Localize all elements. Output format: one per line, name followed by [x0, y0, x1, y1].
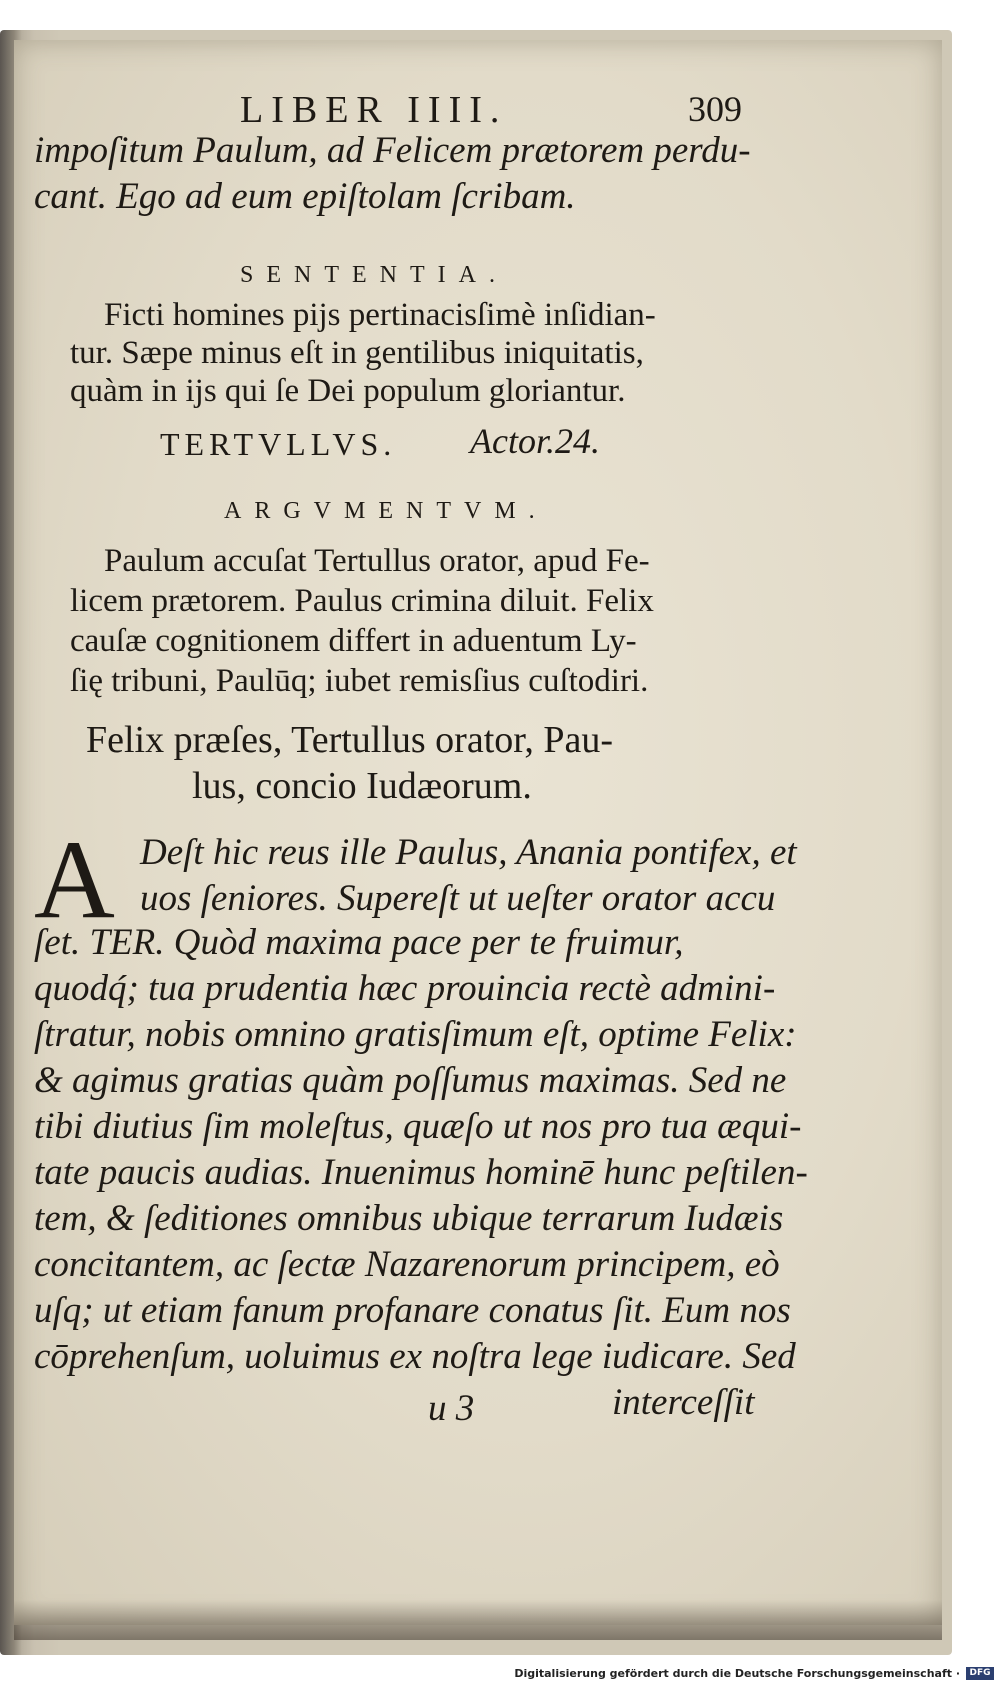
argumentum-line-2: licem prætorem. Paulus crimina diluit. Felix — [70, 583, 654, 619]
argumentum-line-3: cauſæ cognitionem differt in aduentum Ly- — [70, 623, 637, 659]
dfg-logo: DFG — [966, 1667, 994, 1680]
persons-line-1: Felix præſes, Tertullus orator, Pau- — [86, 719, 614, 761]
speech-line: concitantem, ac ſectæ Nazarenorum principem, eò — [34, 1244, 780, 1285]
speech-first-line-1: Deſt hic reus ille Paulus, Anania pontifex, et — [140, 832, 797, 873]
persons-line-2: lus, concio Iudæorum. — [192, 765, 532, 807]
running-head: LIBER IIII. — [240, 89, 508, 131]
page-bottom-shadow — [14, 1600, 942, 1640]
speech-line: cōprehenſum, uoluimus ex noſtra lege iudicare. Sed — [34, 1336, 796, 1377]
speech-line: ſtratur, nobis omnino gratisſimum eſt, optime Felix: — [34, 1014, 797, 1055]
signature-mark: u 3 — [428, 1388, 475, 1429]
speech-line: quodq́; tua prudentia hæc prouincia rectè admini- — [34, 968, 776, 1009]
sententia-line-3: quàm in ijs qui ſe Dei populum gloriantur. — [70, 373, 626, 409]
section-reference: Actor.24. — [470, 421, 600, 461]
opening-line-1: impoſitum Paulum, ad Felicem prætorem perdu- — [34, 130, 751, 171]
argumentum-heading: ARGVMENTVM. — [224, 498, 548, 524]
argumentum-line-4: ſię tribuni, Paulūq; iubet remisſius cuſtodiri. — [70, 663, 649, 699]
sententia-heading: SENTENTIA. — [240, 262, 508, 288]
sententia-line-2: tur. Sæpe minus eſt in gentilibus iniquitatis, — [70, 335, 644, 371]
drop-cap-initial: A — [34, 818, 115, 942]
page-number: 309 — [688, 89, 742, 129]
section-title: TERTVLLVS. — [160, 426, 397, 462]
speech-line: uſq; ut etiam fanum profanare conatus ſit. Eum nos — [34, 1290, 791, 1331]
speech-line: tibi diutius ſim moleſtus, quæſo ut nos pro tua æqui- — [34, 1106, 802, 1147]
opening-line-2: cant. Ego ad eum epiſtolam ſcribam. — [34, 176, 576, 217]
speech-first-line-2: uos ſeniores. Supereſt ut ueſter orator accu — [140, 878, 776, 919]
speech-line: & agimus gratias quàm poſſumus maximas. Sed ne — [34, 1060, 787, 1101]
speech-line: tem, & ſeditiones omnibus ubique terrarum Iudæis — [34, 1198, 784, 1239]
catchword: interceſſit — [612, 1382, 755, 1423]
sententia-line-1: Ficti homines pijs pertinacisſimè inſidian- — [104, 297, 656, 333]
argumentum-line-1: Paulum accuſat Tertullus orator, apud Fe- — [104, 543, 650, 579]
speech-line: ſet. TER. Quòd maxima pace per te fruimur, — [34, 922, 684, 963]
funding-credit: Digitalisierung gefördert durch die Deutsche Forschungsgemeinschaft · — [514, 1667, 960, 1680]
speech-line: tate paucis audias. Inuenimus hominē hunc peſtilen- — [34, 1152, 808, 1193]
